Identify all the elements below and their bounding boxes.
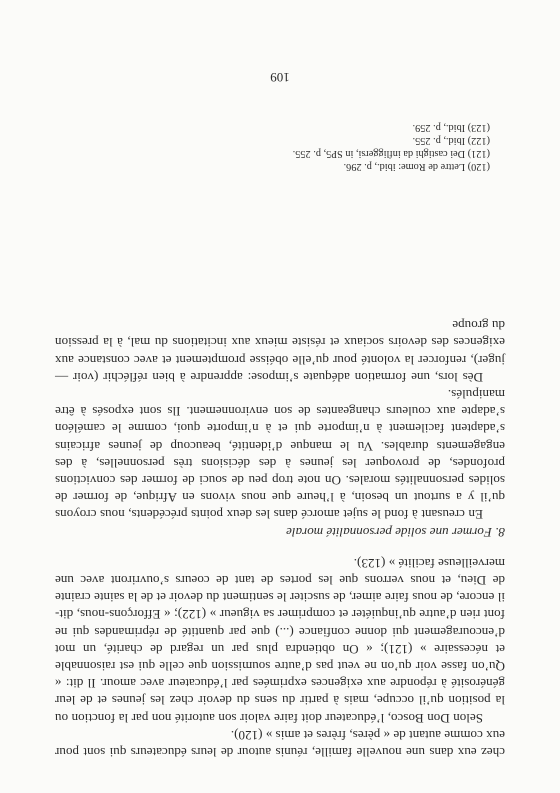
paragraph-moral-personality: En creusant à fond le sujet amorcé dans les deux points précédents, nous croyons qu’il y a surtout un besoin, à l’heure que nous vivons en Afrique, de former de solides personnalités morales. On note trop peu de souci de former des convictions profondes, de provoquer les jeunes à des décisions très personnelles, à des engagements durables. Vu le manque d’identité, beaucoup de jeunes africains s’adaptent facilement à n’importe qui et à n’importe quoi, comme le caméléon s’adapte aux couleurs changeantes de son environnement. Ils sont exposés à être manipulés.	[55, 386, 505, 523]
section-heading: 8. Former une solide personnalité morale	[286, 524, 505, 540]
footnote-122: (122) Ibid., p. 255.	[412, 135, 490, 146]
footnotes	[70, 121, 490, 173]
footnote-121: (121) Dei castighi da infliggersi, in SP5, p. 255.	[292, 148, 490, 159]
paragraph-formation: Dès lors, une formation adéquate s’impose: apprendre à bien réfléchir (voir — juger), renforcer la volonté pour qu’elle obéisse promptement et avec constance aux exigences des devoirs sociaux et résiste mieux aux incitations du mal, à la pression du groupe	[55, 318, 505, 385]
footnote-123: (123) Ibid., p. 259.	[412, 122, 490, 133]
footnote-120: (120) Lettre de Rome: ibid., p. 296.	[343, 161, 490, 172]
paragraph-continuation: chez eux dans une nouvelle famille, réunis autour de leurs éducateurs qui sont pour eux comme autant de « pères, frères et amis » (120).	[55, 727, 505, 760]
page-number: 109	[270, 70, 290, 85]
body-text	[55, 317, 505, 761]
paragraph-don-bosco: Selon Don Bosco, l’éducateur doit faire valoir son autorité non par la fonction ou la position qu’il occupe, mais à partir du sens du devoir chez les jeunes et de leur générosité à répondre aux exigences exprimées par l’éducateur avec amour. Il dit: « Qu’on fasse voir qu’on ne veut pas d’autre soumission que celle qui est raisonnable et nécessaire » (121); « On obtiendra plus par un regard de charité, un mot d’encouragement qui donne confiance (...) que par quantité de réprimandes qui ne font rien d’autre qu’inquiéter et comprimer sa vigueur » (122); « Efforçons-nous, dit-il encore, de nous faire aimer, de susciter le sentiment du devoir et de la sainte crainte de Dieu, et nous verrons que les portes de tant de coeurs s’ouvriront avec une merveilleuse facilité » (123).	[55, 555, 505, 726]
